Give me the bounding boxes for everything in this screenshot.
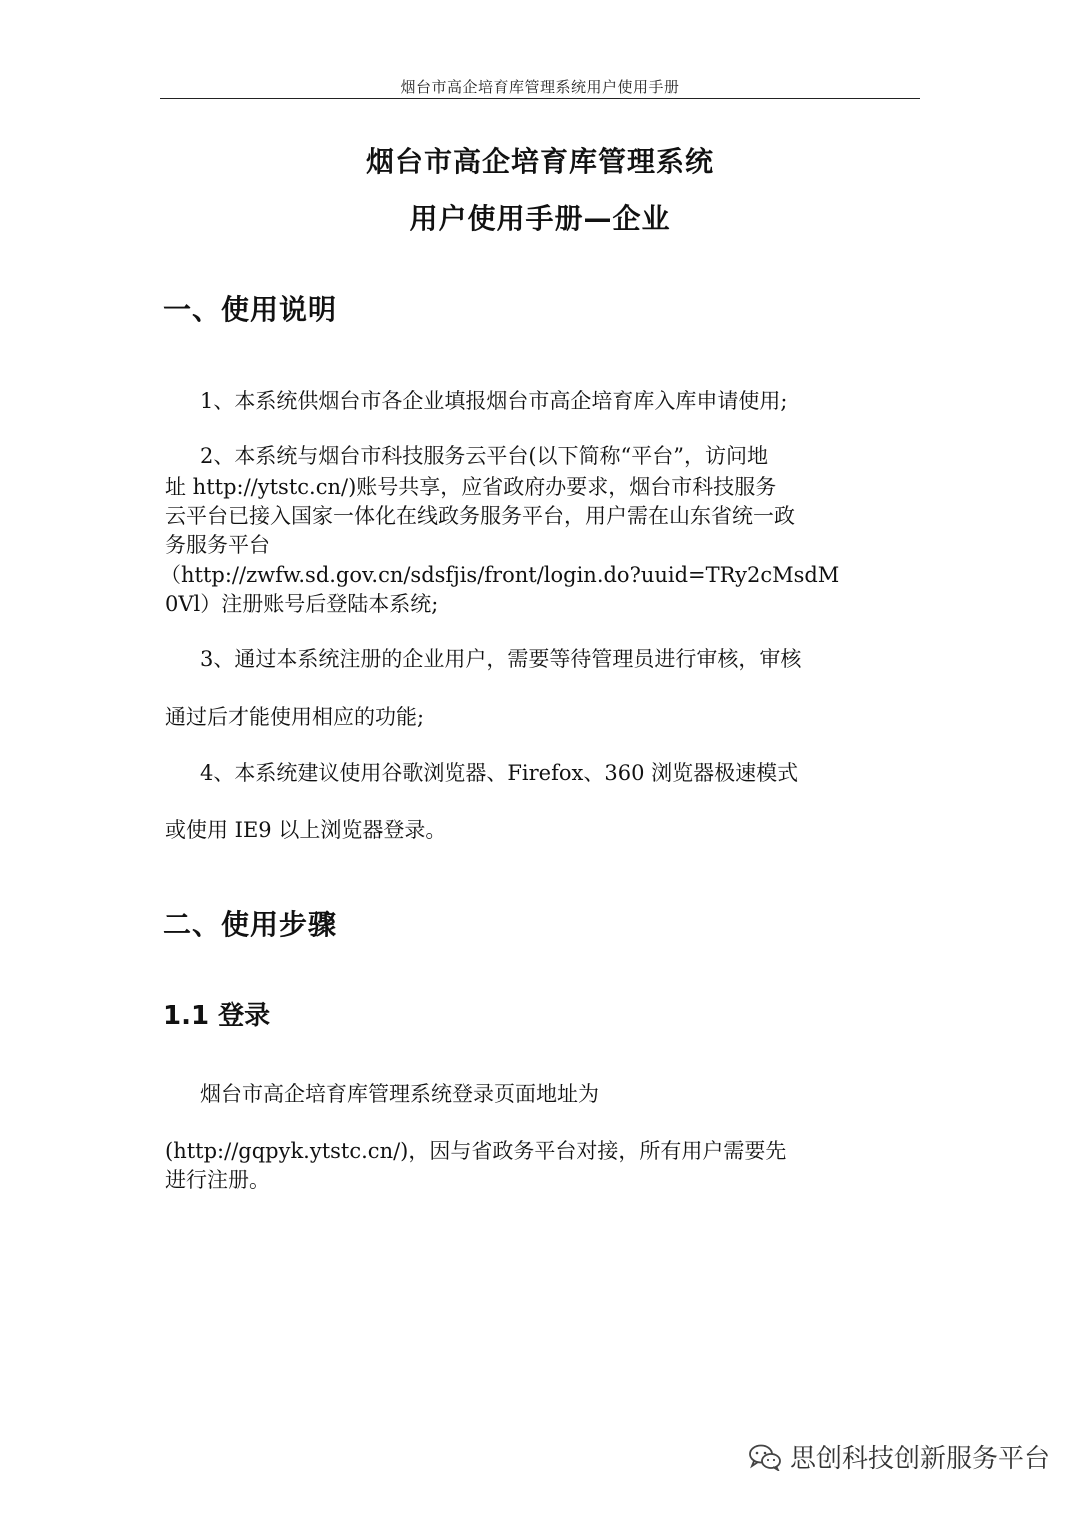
usage-item-2-line-4: 务服务平台 (165, 533, 270, 557)
running-header: 烟台市高企培育库管理系统用户使用手册 (400, 78, 680, 96)
usage-item-2-line-6: 0Vl）注册账号后登陆本系统; (165, 592, 439, 616)
doc-subtitle: 用户使用手册—企业 (409, 202, 671, 235)
login-paragraph-line-3: 进行注册。 (165, 1168, 270, 1192)
usage-item-4-line-2: 或使用 IE9 以上浏览器登录。 (165, 818, 447, 842)
usage-item-3-line-2: 通过后才能使用相应的功能; (165, 705, 425, 729)
usage-item-2-line-3: 云平台已接入国家一体化在线政务服务平台，用户需在山东省统一政 (165, 504, 795, 528)
usage-item-2-line-1: 2、本系统与烟台市科技服务云平台(以下简称“平台”，访问地 (200, 444, 769, 468)
login-paragraph-line-2: (http://gqpyk.ytstc.cn/)，因与省政务平台对接，所有用户需要先 (165, 1139, 787, 1163)
section-heading-usage: 一、使用说明 (163, 293, 338, 326)
usage-item-2-line-5: （http://zwfw.sd.gov.cn/sdsfjis/front/login.do?uuid=TRy2cMsdM (160, 563, 840, 587)
usage-item-3-line-1: 3、通过本系统注册的企业用户，需要等待管理员进行审核，审核 (200, 647, 802, 671)
wechat-icon (748, 1443, 782, 1471)
usage-item-2-line-2: 址 http://ytstc.cn/)账号共享，应省政府办要求，烟台市科技服务 (165, 475, 777, 499)
section-heading-steps: 二、使用步骤 (163, 908, 338, 941)
usage-item-4-line-1: 4、本系统建议使用谷歌浏览器、Firefox、360 浏览器极速模式 (200, 761, 799, 785)
login-paragraph-line-1: 烟台市高企培育库管理系统登录页面地址为 (200, 1082, 599, 1106)
watermark (748, 1438, 1050, 1475)
watermark-text: 思创科技创新服务平台 (789, 1444, 1050, 1474)
usage-item-1: 1、本系统供烟台市各企业填报烟台市高企培育库入库申请使用; (200, 389, 788, 413)
header-divider (160, 98, 920, 99)
doc-title: 烟台市高企培育库管理系统 (365, 145, 714, 178)
subsection-heading-login: 1.1 登录 (163, 1001, 271, 1031)
